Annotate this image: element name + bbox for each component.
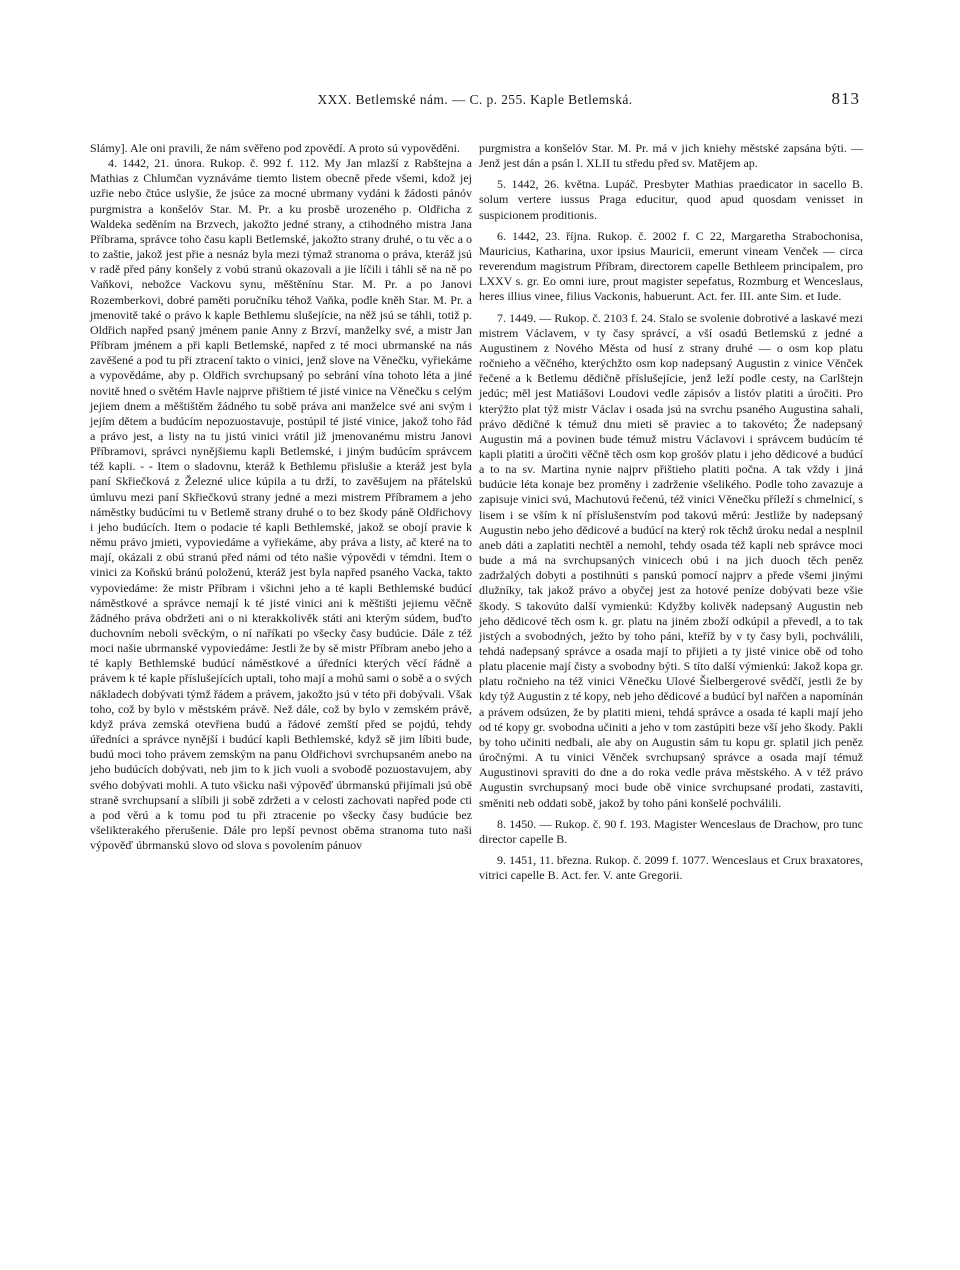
paragraph: purgmistra a konšelóv Star. M. Pr. má v jich kniehy městské zapsána býti. — Jenž jest dán a psán l. XLII tu středu před sv. Matějem ap. <box>479 141 863 171</box>
running-title: XXX. Betlemské nám. — C. p. 255. Kaple Betlemská. <box>317 92 633 107</box>
entry-9: 9. 1451, 11. března. Rukop. č. 2099 f. 1077. Wenceslaus et Crux braxatores, vitrici capelle B. Act. fer. V. ante Gregorii. <box>479 853 863 883</box>
right-column <box>479 141 863 883</box>
entry-5: 5. 1442, 26. května. Lupáč. Presbyter Mathias praedicator in sacello B. solum vertere iussus Praga educitur, quod apud quosdam venisset in suspicionem proditionis. <box>479 177 863 222</box>
entry-4: 4. 1442, 21. února. Rukop. č. 992 f. 112. My Jan mlazší z Rabštejna a Mathias z Chlumčan vyznáváme tiemto listem obecně přede všemi, kdož jej uzřie nebo čtúce uslyšie, že jsúce za mocné ubrmany vydáni k žádosti pánóv purgmistra a konšelóv Star. M. Pr. a ku prosbě urozeného p. Oldřicha z Waldeka seděním na Brzvech, jakožto jedné strany, a ctihodného mistra Jana Příbrama, správce toho času kapli Betlemské, jakožto strany druhé, o tu věc a o to zaštie, jakož jest přie a nesnáz byla mezi týmaž stranoma o práva, kteráž jsú v radě před pány konšely z vobú stranú okazovali a jie líčili i táhli sě na ně po Vaňkovi, nebožce Vackovu synu, měštěnínu Star. M. Pr. a po Janovi Rozemberkovi, dobré paměti poručníku téhož Vaňka, podle kněh Star. M. Pr. a jmenovitě také o právo k kaple Bethlemu slušejície, na něž jsú se táhli, totiž p. Oldřich napřed psaný jménem panie Anny z Brzví, manželky své, a mistr Jan Příbram jménem a při kapli Betlemské, napřed z té moci ubrmanské na nás zavěšené a pod tu při ztracení takto o vinici, jenž slove na Věnečku, vyřiekáme a vypovědáme, aby p. Oldřich svrchupsaný po sebrání vína tohoto léta a jiné novitě hned o světém Havle najprve přištiem té jisté vinice na Věnečku s celým jejiem dnem a měštištěm žádného tu sobě práva ani manželce své ani svým i jejím dětem a budúcím nepozuostavuje, postúpil té jisté vinice, jakož toho řád a právo jest, a listy na tu jistú vinici vrátil již jmenovanému mistru Janovi Příbramovi, správci nynějšiemu kapli Betlemské, i jiným budúcím správcem též kapli. - - Item o sladovnu, kteráž k Bethlemu přislušie a kteráž jest byla paní Skřiečková z Železné ulice kúpila a tu drží, to zavěšujem na přátelskú úmluvu mezi paní Skřiečkovú strany jedné a mezi mistrem Příbramem a jeho náměstky budúcími tu v Betlemě strany druhé o to bez škody páně Oldřichovy i jeho budúcích. Item o podacie té kapli Bethlemské, jakož se obojí pravie k němu právo jmieti, vypoviedáme a vyřiekáme, aby práva a listy, ač které na to mají, okázali z obú stranú před námi od této našie výpovědi v témdni. Item o vinici za Koňskú bránú položenú, kteráž jest byla napřed psaného Vacka, takto vypoviedáme: že mistr Příbram i všichni jeho a té kapli Bethlemské budúcí náměstkové a správce nemají k té jisté vinici ani k měštišti jejiemu věčně žádného práva obdržeti ani o ni kterakkolivěk státi ani kterým súdem, buďto duchovním neboli svěckým, o ní naříkati po všecky časy budúcie. Dále z též moci našie ubrmanské vypoviedáme: Jestli že by sě mistr Příbram anebo jeho a té kaply Bethlemské budúcí náměstkové a úředníci kterých věcí řádně a právem k té kaple příslušejících uptali, toho mají a mohú sami o sobě a o svých nákladech dobývati týmž řádem a právem, jakožto jsú v této při dobývali. Však toho, což by bylo v městském právě. Než dále, což by bylo v zemském právě, když práva zemská otevřiena budú a řádové zemští před se pojdú, tehdy úředníci a správce nynější i budúcí kapli Bethlemské, když sě jim líbiti bude, budú moci toho právem zemským na panu Oldřichovi svrchupsaném anebo na jeho budúcích dobývati, neb jim to k jich vuoli a svobodě pozuostavujem, aby svého dobývati mohli. A tuto všicku naši výpověď úbrmanskú přijímali jsú obě straně svrchupsaní a slíbili ji sobě zdržeti a v celosti zachovati napřed pode cti a pod věrú a k tomu pod tu při ztracenie po všecky časy budúcie bez všelikterakého přerušenie. Dále pro lepší pevnost oběma stranoma tuto naši výpověď úbrmanskú slovo od slova s povolením pánuov <box>90 156 472 853</box>
entry-7: 7. 1449. — Rukop. č. 2103 f. 24. Stalo se svolenie dobrotivé a laskavé mezi mistrem Václavem, v ty časy správcí, a vší osadú Betlemskú z jedné a Augustinem z Nového Města od husí z strany druhé — o osm kop platu ročnieho a věčného, kterýchžto osm kop nadepsaný Augustin z vinice Věnček řečené a k Betlemu dědičně příslušejície, jenž leží podle cesty, na Carlštejn jedúc; měl jest Matiášovi Loudovi vedle zápisóv a listóv platiti a úročiti. Pro kterýžto plat týž mistr Václav i osada jsú na svrchu psaného Augustina sahali, právo dědičné k témuž dnu mieti sě praviec a to takovéto; Že nadepsaný Augustin má a povinen bude témuž mistru Václavovi i správcem budúcím té kapli platiti a úročiti věčně těch osm kop grošóv platu i jeho dědicové a budúcí a to na sv. Martina nynie najprv přištieho platiti počna. A tak vždy i jiná budúcie léta konaje bez proměny i zadrženie všelikého. Podle toho zavazuje a zapisuje vinici svú, Machutovú řečenú, též vinici Věnečku příleží s chmelnicí, s lisem i se vším k ní příslušenstvím pod takovú měrú: Jestliže by nadepsaný Augustin nebo jeho dědicové a budúcí na který rok těchž úroku nedal a nesplnil aneb dáti a zaplatiti nechtěl a nemohl, tehdy osada též kapli neb správce moci bude a má na svrchupsaných vinicech obú i na jich duoch těch peněz zadržalých dobyti a postihnúti s panskú pomocí najprv a přede všemi jinými dlužníky, tak jakož právo a obyčej jest za hotové peníze dobývati beze všie škody. S takovúto další vymienkú: Kdyžby kolivěk nadepsaný Augustin neb jeho dědicové těch osm k. gr. platu na jiném zboží odkúpil a převedl, a to tak jistých a svobodných, ježto by toho páni, kteříž by v ty časy byli, pochválili, tehdá nadepsaný správce a osada mají to přijieti a ty jisté vinice obě od toho platu placenie mají čisty a svobodny býti. S títo další výmienkú: Jakož kopa gr. platu ročnieho na též vinici Věnečku Ulové Šielbergerové svědčí, jestli že by kdy týž Augustin z té kopy, neb jeho dědicové a budúcí byl nařčen a napomínán a právem odsúzen, že by platiti mieni, tehdá správce a osada té kapli mají jeho od té kopy gr. svobodna učiniti a jeho v tom zastúpiti beze vší jeho škody. Pakli by toho učiniti nedbali, ale aby on Augustin sám tu kopu gr. splatil jich peněz úročnými. A tu vinici Věnček svrchupsaný správce a osada mají témuž Augustinovi spraviti do dne a do roka vedle práva městského. A v též právo Augustin svrchupsaný moci bude obě vinice svrchupsané prodati, zastaviti, směniti neb oddati sobě, jakož by toho páni konšelé pochválili. <box>479 310 863 810</box>
paragraph: Slámy]. Ale oni pravili, že nám svěřeno pod zpovědí. A proto sú vypověděni. <box>90 141 460 155</box>
entry-8: 8. 1450. — Rukop. č. 90 f. 193. Magister Wenceslaus de Drachow, pro tunc director capelle B. <box>479 816 863 846</box>
page-header <box>90 89 860 118</box>
entry-6: 6. 1442, 23. října. Rukop. č. 2002 f. C 22, Margaretha Strabochonisa, Mauricius, Katharina, uxor ipsius Mauricii, emerunt vineam Venček — circa reverendum magistrum Příbram, directorem capelle Bethleem principalem, pro LXXV s. gr. Eo omni iure, prout magister sepefatus, Rozmburg et Wenceslaus, heres illius vinee, filius Vackonis, habuerunt. Act. fer. III. ante Sim. et Iude. <box>479 228 863 304</box>
left-column <box>90 141 472 853</box>
page-number: 813 <box>831 89 860 108</box>
